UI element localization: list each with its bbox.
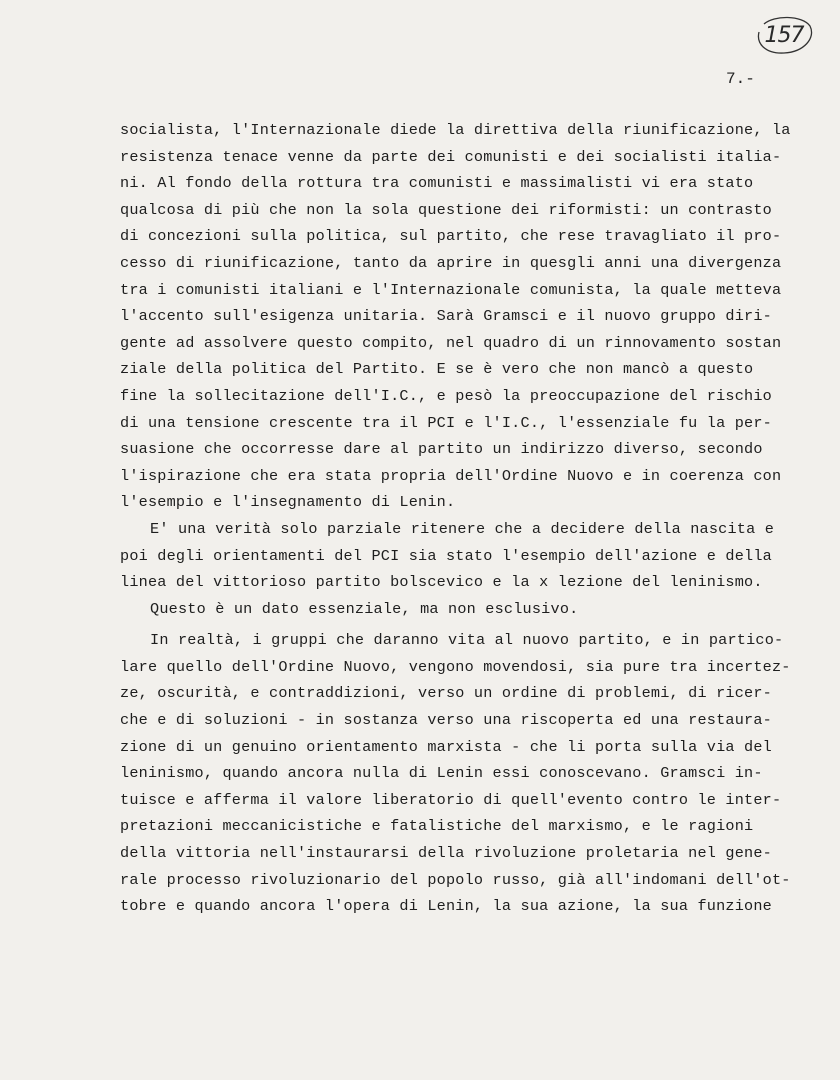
text-line: cesso di riunificazione, tanto da aprire in quesgli anni una divergenza (120, 253, 782, 272)
text-line: In realtà, i gruppi che daranno vita al nuovo partito, e in partico- (150, 631, 784, 650)
text-line: lare quello dell'Ordine Nuovo, vengono movendosi, sia pure tra incertez- (120, 657, 791, 676)
text-line: tra i comunisti italiani e l'Internazionale comunista, la quale metteva (120, 280, 782, 299)
body-text (120, 117, 835, 920)
text-line: socialista, l'Internazionale diede la direttiva della riunificazione, la (120, 121, 791, 139)
text-line: zione di un genuino orientamento marxista - che li porta sulla via del (120, 737, 772, 756)
text-line: resistenza tenace venne da parte dei comunisti e dei socialisti italia- (120, 147, 782, 166)
text-line: fine la sollecitazione dell'I.C., e pesò la preoccupazione del rischio (120, 386, 772, 405)
text-line: l'ispirazione che era stata propria dell'Ordine Nuovo e in coerenza con (120, 466, 782, 485)
text-line: linea del vittorioso partito bolscevico e la x lezione del leninismo. (120, 573, 763, 592)
text-line: che e di soluzioni - in sostanza verso una riscoperta ed una restaura- (120, 711, 772, 730)
text-line: rale processo rivoluzionario del popolo russo, già all'indomani dell'ot- (120, 870, 791, 889)
text-line: poi degli orientamenti del PCI sia stato l'esempio dell'azione e della (120, 546, 772, 565)
text-line: Questo è un dato essenziale, ma non esclusivo. (150, 599, 579, 618)
archive-number-text: 157 (764, 22, 804, 48)
text-line: leninismo, quando ancora nulla di Lenin essi conoscevano. Gramsci in- (120, 764, 763, 783)
text-line: ze, oscurità, e contraddizioni, verso un ordine di problemi, di ricer- (120, 684, 772, 703)
text-line: l'esempio e l'insegnamento di Lenin. (120, 493, 456, 512)
text-line: l'accento sull'esigenza unitaria. Sarà Gramsci e il nuovo gruppo diri- (120, 307, 772, 326)
text-line: ziale della politica del Partito. E se è vero che non mancò a questo (120, 360, 754, 379)
archive-stamp (752, 14, 816, 56)
text-line: pretazioni meccanicistiche e fatalistiche del marxismo, e le ragioni (120, 817, 754, 836)
text-line: suasione che occorresse dare al partito un indirizzo diverso, secondo (120, 440, 763, 459)
text-line: gente ad assolvere questo compito, nel quadro di un rinnovamento sostan (120, 333, 782, 352)
text-line: qualcosa di più che non la sola questione dei riformisti: un contrasto (120, 200, 772, 219)
text-line: di concezioni sulla politica, sul partito, che rese travagliato il pro- (120, 227, 782, 246)
page-number: 7.- (726, 70, 755, 88)
text-line: tobre e quando ancora l'opera di Lenin, la sua azione, la sua funzione (120, 897, 772, 916)
text-line: della vittoria nell'instaurarsi della rivoluzione proletaria nel gene- (120, 844, 772, 863)
text-line: tuisce e afferma il valore liberatorio di quell'evento contro le inter- (120, 790, 782, 809)
text-line: di una tensione crescente tra il PCI e l'I.C., l'essenziale fu la per- (120, 413, 772, 432)
text-line: ni. Al fondo della rottura tra comunisti e massimalisti vi era stato (120, 174, 754, 193)
text-line: E' una verità solo parziale ritenere che a decidere della nascita e (150, 519, 775, 538)
